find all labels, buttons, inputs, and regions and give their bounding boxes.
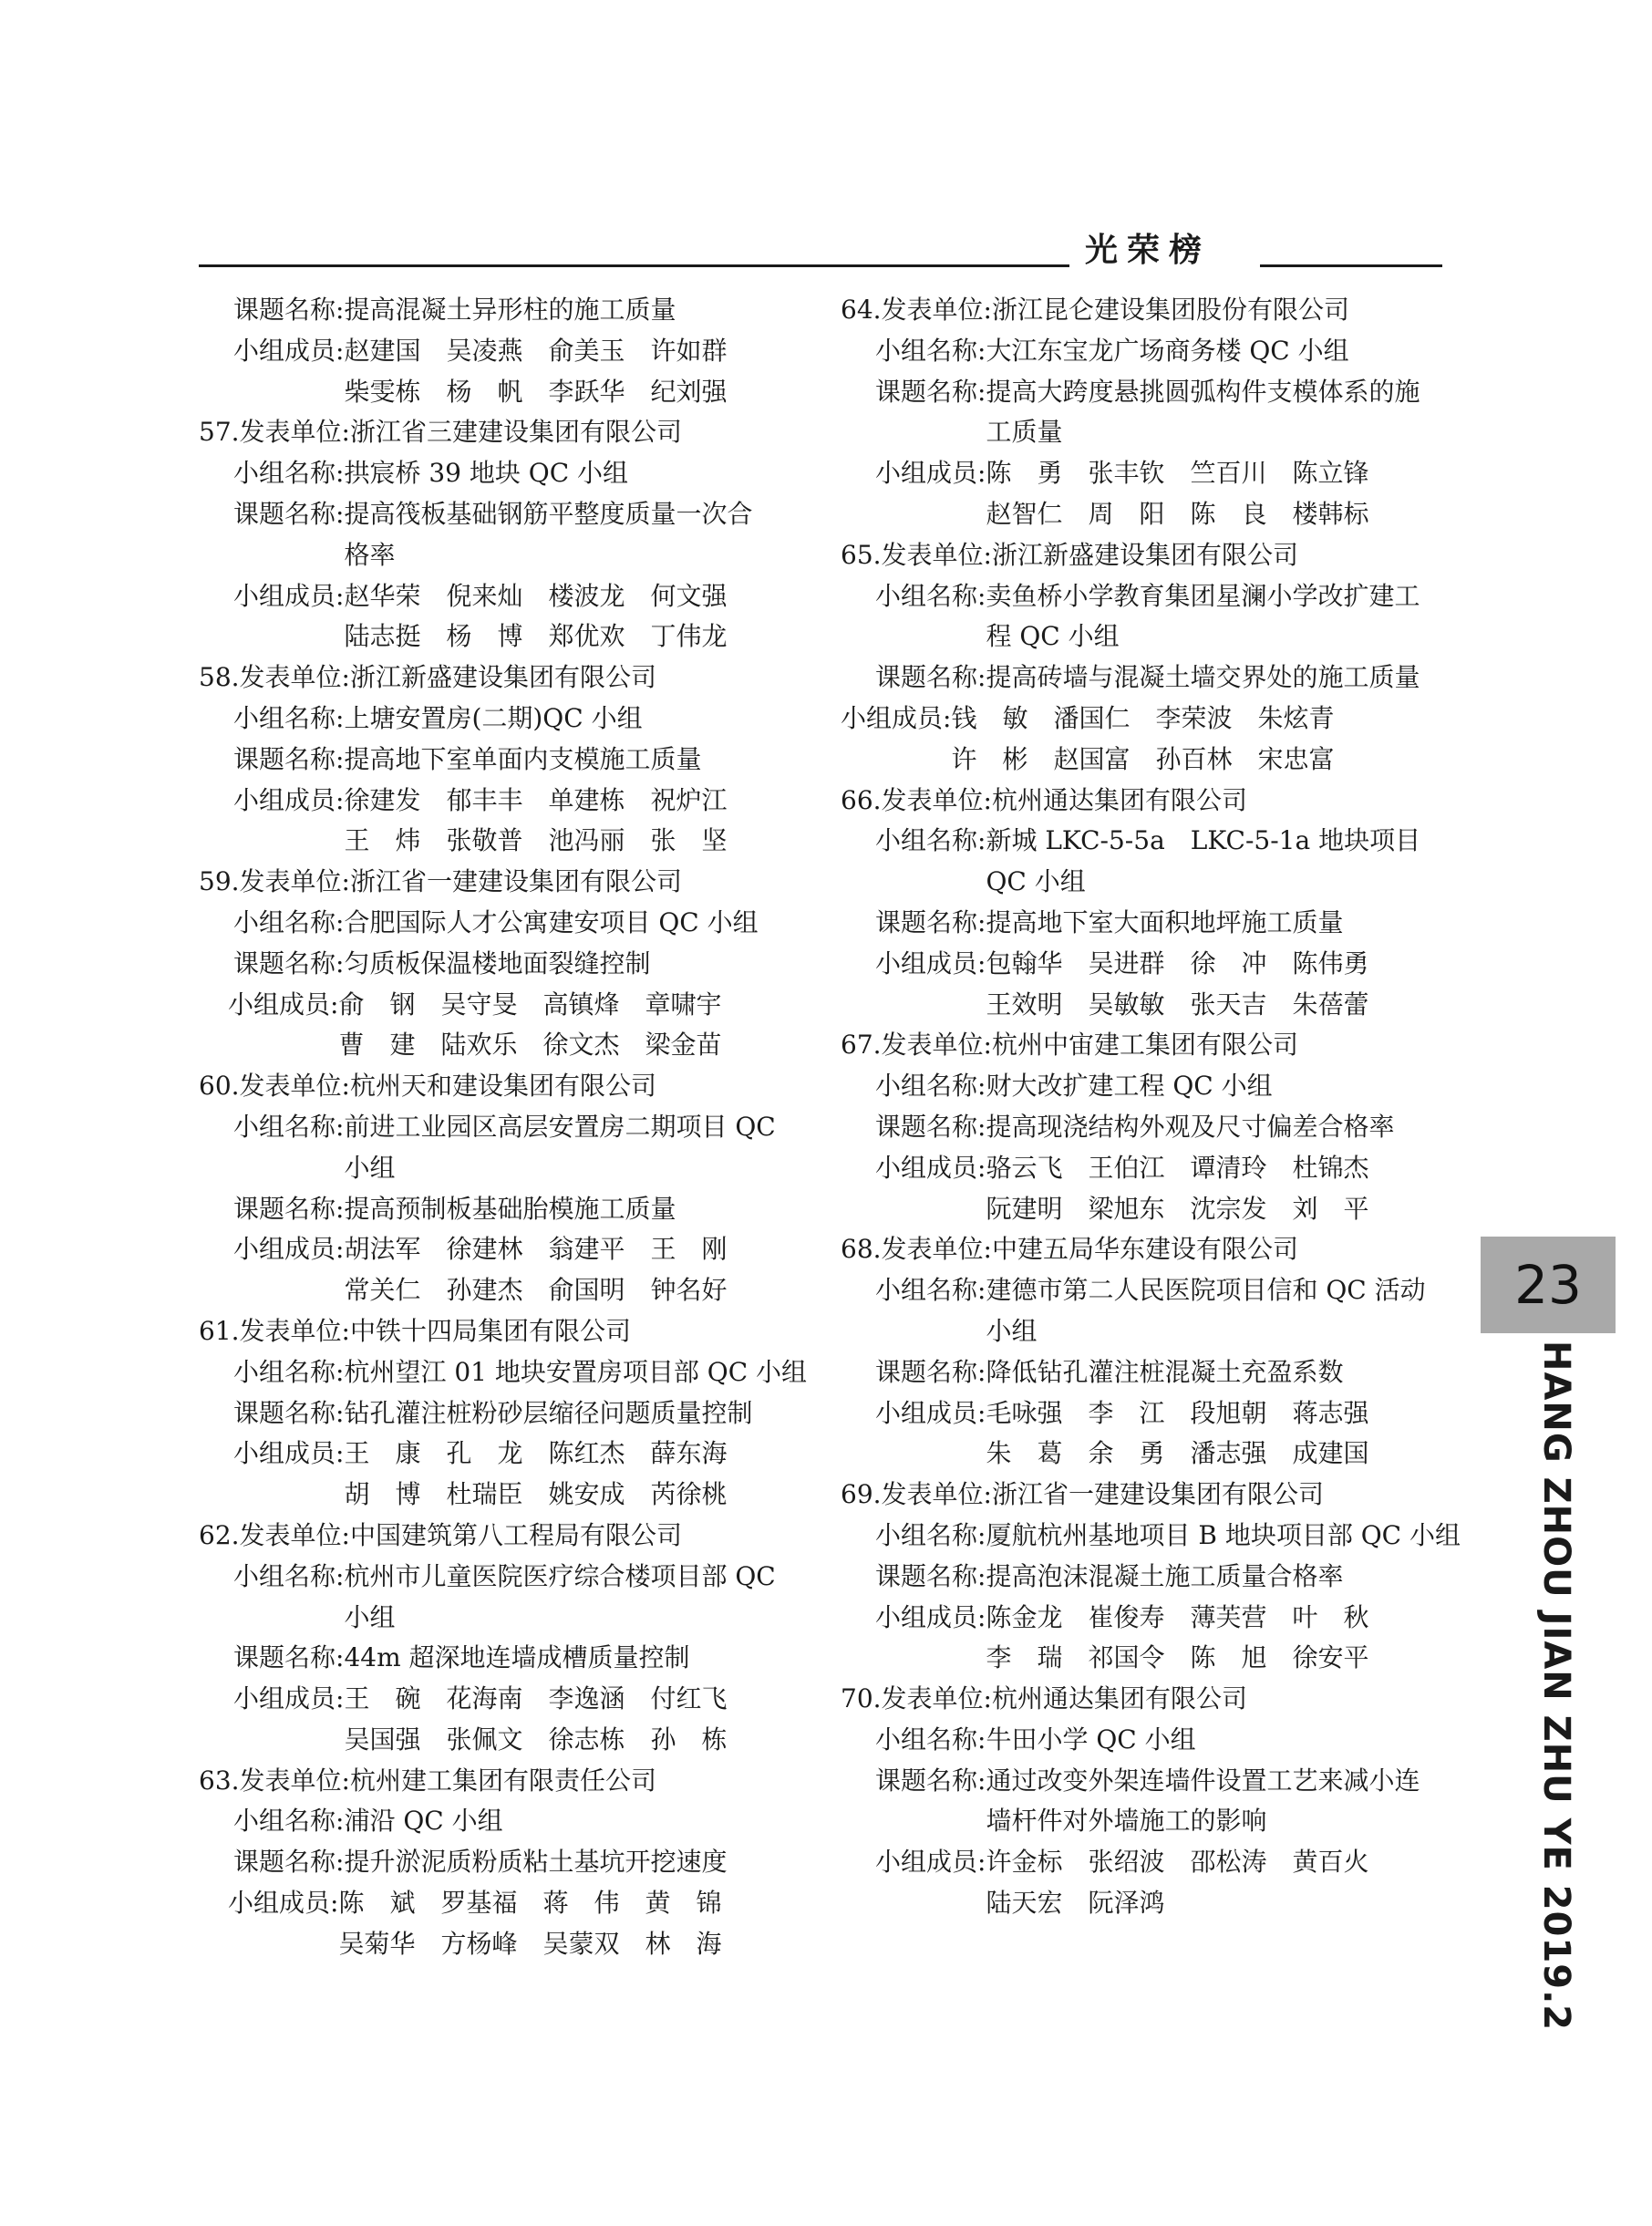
entry-label: 课题名称:: [233, 947, 345, 978]
left-column: [199, 290, 892, 1965]
entry-label: 小组名称:: [233, 458, 345, 489]
entry-row: [841, 1475, 1479, 1516]
entry-row: [841, 1516, 1479, 1557]
entry-label: 课题名称:: [875, 376, 986, 407]
entry-row: [199, 1352, 892, 1393]
entry-value: 胡法军 徐建林 翁建平 王 刚 常关仁 孙建杰 俞国明 钟名好: [344, 1234, 728, 1306]
entry-value: 中铁十四局集团有限公司: [349, 1315, 631, 1346]
entry-row: [841, 1598, 1479, 1680]
header-rule-left: [199, 264, 1069, 267]
entry-label: 小组成员:: [875, 1397, 986, 1428]
entry-label: 课题名称:: [233, 1642, 345, 1673]
page-number-box: [1481, 1237, 1616, 1333]
entry-label: 小组名称:: [233, 906, 345, 937]
entry-value: 包翰华 吴进群 徐 冲 陈伟勇 王效明 吴敏敏 张天吉 朱蓓蕾: [986, 947, 1369, 1020]
entry-row: [199, 576, 892, 658]
entry-label: 57.发表单位:: [199, 417, 350, 448]
entry-value: 钱 敏 潘国仁 李荣波 朱炫青 许 彬 赵国富 孙百林 宋忠富: [951, 702, 1335, 774]
entry-label: 65.发表单位:: [841, 539, 992, 570]
entry-row: [841, 576, 1479, 658]
entry-row: [199, 1229, 892, 1311]
entry-row: [199, 1393, 892, 1434]
entry-value: 拱宸桥 39 地块 QC 小组: [344, 458, 629, 489]
entry-row: [841, 903, 1479, 944]
entry-label: 小组成员:: [233, 784, 345, 815]
entry-value: 通过改变外架连墙件设置工艺来减小连 墙杆件对外墙施工的影响: [986, 1765, 1420, 1837]
entry-label: 62.发表单位:: [199, 1519, 350, 1550]
entry-value: 匀质板保温楼地面裂缝控制: [344, 947, 651, 978]
entry-label: 69.发表单位:: [841, 1479, 992, 1510]
entry-row: [841, 1270, 1479, 1352]
entry-row: [199, 862, 892, 903]
entry-label: 小组名称:: [233, 1560, 345, 1591]
entry-label: 小组成员:: [228, 1888, 339, 1919]
entry-row: [199, 331, 892, 413]
entry-row: [841, 1720, 1479, 1761]
entry-row: [199, 944, 892, 985]
entry-value: 提高地下室单面内支模施工质量: [344, 743, 702, 774]
entry-label: 小组成员:: [875, 1152, 986, 1183]
entry-row: [199, 1311, 892, 1352]
entry-label: 课题名称:: [233, 1193, 345, 1224]
entry-label: 70.发表单位:: [841, 1683, 992, 1714]
entry-value: 王 碗 花海南 李逸涵 付红飞 吴国强 张佩文 徐志栋 孙 栋: [344, 1683, 728, 1755]
entry-label: 小组成员:: [233, 335, 345, 366]
entry-value: 浙江新盛建设集团有限公司: [349, 662, 656, 693]
entry-row: [199, 453, 892, 494]
entry-value: 杭州市儿童医院医疗综合楼项目部 QC 小组: [344, 1560, 776, 1632]
entry-value: 建德市第二人民医院项目信和 QC 活动 小组: [986, 1275, 1426, 1346]
entry-label: 64.发表单位:: [841, 295, 992, 325]
entry-row: [199, 1679, 892, 1761]
entry-label: 课题名称:: [233, 743, 345, 774]
entry-label: 课题名称:: [875, 662, 986, 693]
entry-label: 小组名称:: [233, 1356, 345, 1387]
entry-label: 课题名称:: [875, 1356, 986, 1387]
entry-row: [199, 1883, 892, 1965]
entry-value: 赵建国 吴凌燕 俞美玉 许如群 柴雯栋 杨 帆 李跃华 纪刘强: [344, 335, 728, 407]
entry-row: [841, 1025, 1479, 1066]
entry-row: [199, 1761, 892, 1802]
entry-value: 许金标 张绍波 邵松涛 黄百火 陆天宏 阮泽鸿: [986, 1847, 1369, 1919]
entry-value: 提高现浇结构外观及尺寸偏差合格率: [986, 1111, 1395, 1142]
entry-label: 课题名称:: [233, 1847, 345, 1878]
entry-label: 课题名称:: [875, 1111, 986, 1142]
right-column: [841, 290, 1479, 1924]
entry-row: [841, 1393, 1479, 1475]
entry-label: 小组名称:: [233, 1111, 345, 1142]
entry-value: 毛咏强 李 江 段旭朝 蒋志强 朱 葛 余 勇 潘志强 成建国: [986, 1397, 1369, 1469]
entry-value: 降低钻孔灌注桩混凝土充盈系数: [986, 1356, 1344, 1387]
entry-label: 66.发表单位:: [841, 784, 992, 815]
entry-row: [841, 1148, 1479, 1230]
entry-value: 提高砖墙与混凝土墙交界处的施工质量: [986, 662, 1420, 693]
entry-value: 提高预制板基础胎模施工质量: [344, 1193, 676, 1224]
entry-value: 提高大跨度悬挑圆弧构件支模体系的施 工质量: [986, 376, 1420, 448]
entry-label: 小组成员:: [875, 458, 986, 489]
entry-row: [199, 985, 892, 1067]
entry-row: [841, 290, 1479, 331]
entry-label: 课题名称:: [233, 295, 345, 325]
entry-value: 44m 超深地连墙成槽质量控制: [344, 1642, 690, 1673]
entry-row: [841, 1352, 1479, 1393]
entry-value: 杭州望江 01 地块安置房项目部 QC 小组: [344, 1356, 808, 1387]
entry-row: [841, 535, 1479, 576]
entry-row: [841, 657, 1479, 699]
entry-value: 赵华荣 倪来灿 楼波龙 何文强 陆志挺 杨 博 郑优欢 丁伟龙: [344, 580, 728, 652]
page-number: 23: [1514, 1254, 1582, 1316]
entry-value: 浦沿 QC 小组: [344, 1806, 503, 1837]
entry-label: 小组成员:: [228, 989, 339, 1020]
entry-row: [841, 1842, 1479, 1924]
entry-row: [199, 1801, 892, 1842]
entry-row: [841, 372, 1479, 454]
entry-label: 小组名称:: [233, 702, 345, 733]
entry-value: 杭州通达集团有限公司: [991, 1683, 1247, 1714]
entry-row: [841, 699, 1479, 781]
entry-value: 上塘安置房(二期)QC 小组: [344, 702, 643, 733]
entry-label: 小组成员:: [841, 702, 952, 733]
entry-row: [199, 1066, 892, 1107]
entry-label: 课题名称:: [875, 1560, 986, 1591]
entry-label: 课题名称:: [233, 498, 345, 529]
entry-value: 浙江省一建建设集团有限公司: [349, 866, 682, 897]
entry-value: 浙江昆仑建设集团股份有限公司: [991, 295, 1349, 325]
entry-value: 陈金龙 崔俊寿 薄芙营 叶 秋 李 瑞 祁国令 陈 旭 徐安平: [986, 1601, 1369, 1673]
entry-value: 提高混凝土异形柱的施工质量: [344, 295, 676, 325]
entry-value: 徐建发 郁丰丰 单建栋 祝炉江 王 炜 张敬普 池冯丽 张 坚: [344, 784, 728, 856]
entry-label: 小组名称:: [875, 1071, 986, 1102]
entry-value: 新城 LKC-5-5a LKC-5-1a 地块项目 QC 小组: [986, 825, 1421, 897]
entry-label: 59.发表单位:: [199, 866, 350, 897]
entry-label: 课题名称:: [875, 1765, 986, 1796]
entry-row: [841, 1761, 1479, 1843]
entry-row: [199, 494, 892, 576]
entry-row: [199, 1434, 892, 1516]
entry-row: [199, 781, 892, 863]
entry-row: [841, 781, 1479, 822]
header-rule-right: [1260, 264, 1442, 267]
entry-row: [199, 699, 892, 740]
entry-label: 课题名称:: [875, 906, 986, 937]
entry-row: [199, 1557, 892, 1639]
section-title: 光荣榜: [1085, 232, 1212, 269]
entry-label: 小组名称:: [875, 1275, 986, 1306]
entry-row: [841, 1557, 1479, 1598]
entry-label: 小组成员:: [875, 947, 986, 978]
entry-value: 骆云飞 王伯江 谭清玲 杜锦杰 阮建明 梁旭东 沈宗发 刘 平: [986, 1152, 1369, 1224]
entry-label: 58.发表单位:: [199, 662, 350, 693]
entry-row: [841, 1229, 1479, 1270]
entry-label: 小组名称:: [875, 335, 986, 366]
entry-value: 财大改扩建工程 QC 小组: [986, 1071, 1273, 1102]
entry-label: 67.发表单位:: [841, 1030, 992, 1061]
entry-value: 前进工业园区高层安置房二期项目 QC 小组: [344, 1111, 776, 1183]
entry-label: 小组名称:: [875, 580, 986, 611]
entry-value: 王 康 孔 龙 陈红杰 薛东海 胡 博 杜瑞臣 姚安成 芮徐桃: [344, 1438, 728, 1510]
entry-value: 厦航杭州基地项目 B 地块项目部 QC 小组: [986, 1519, 1461, 1550]
entry-row: [199, 412, 892, 453]
entry-label: 小组名称:: [875, 825, 986, 856]
entry-row: [841, 821, 1479, 903]
entry-value: 中国建筑第八工程局有限公司: [349, 1519, 682, 1550]
entry-row: [841, 944, 1479, 1026]
entry-value: 卖鱼桥小学教育集团星澜小学改扩建工 程 QC 小组: [986, 580, 1420, 652]
entry-row: [199, 657, 892, 699]
entry-value: 大江东宝龙广场商务楼 QC 小组: [986, 335, 1349, 366]
entry-row: [199, 290, 892, 331]
entry-label: 68.发表单位:: [841, 1234, 992, 1265]
entry-value: 浙江新盛建设集团有限公司: [991, 539, 1298, 570]
entry-label: 61.发表单位:: [199, 1315, 350, 1346]
entry-row: [841, 1107, 1479, 1148]
entry-label: 小组名称:: [233, 1806, 345, 1837]
entry-label: 小组名称:: [875, 1519, 986, 1550]
entry-label: 小组成员:: [875, 1847, 986, 1878]
entry-row: [841, 453, 1479, 535]
journal-spine-label: HANG ZHOU JIAN ZHU YE 2019.2: [1535, 1341, 1577, 2032]
entry-row: [841, 331, 1479, 372]
entry-value: 杭州天和建设集团有限公司: [349, 1071, 656, 1102]
entry-value: 提高地下室大面积地坪施工质量: [986, 906, 1344, 937]
entry-row: [841, 1066, 1479, 1107]
entry-row: [199, 740, 892, 781]
entry-label: 小组成员:: [233, 1234, 345, 1265]
entry-value: 牛田小学 QC 小组: [986, 1724, 1196, 1755]
entry-value: 提高筏板基础钢筋平整度质量一次合 格率: [344, 498, 753, 570]
entry-label: 小组成员:: [875, 1601, 986, 1632]
entry-value: 中建五局华东建设有限公司: [991, 1234, 1298, 1265]
entry-row: [199, 1842, 892, 1883]
entry-label: 课题名称:: [233, 1397, 345, 1428]
entry-label: 60.发表单位:: [199, 1071, 350, 1102]
entry-label: 小组成员:: [233, 580, 345, 611]
entry-label: 小组成员:: [233, 1683, 345, 1714]
entry-value: 钻孔灌注桩粉砂层缩径问题质量控制: [344, 1397, 753, 1428]
entry-value: 浙江省一建建设集团有限公司: [991, 1479, 1324, 1510]
entry-label: 小组名称:: [875, 1724, 986, 1755]
entry-value: 杭州建工集团有限责任公司: [349, 1765, 656, 1796]
entry-label: 小组成员:: [233, 1438, 345, 1469]
entry-value: 提升淤泥质粉质粘土基坑开挖速度: [344, 1847, 728, 1878]
entry-row: [199, 903, 892, 944]
entry-row: [841, 1679, 1479, 1720]
entry-row: [199, 1107, 892, 1189]
entry-row: [199, 1189, 892, 1230]
entry-value: 浙江省三建建设集团有限公司: [349, 417, 682, 448]
entry-value: 提高泡沫混凝土施工质量合格率: [986, 1560, 1344, 1591]
entry-value: 陈 斌 罗基福 蒋 伟 黄 锦 吴菊华 方杨峰 吴蒙双 林 海: [338, 1888, 722, 1959]
entry-row: [199, 1516, 892, 1557]
entry-row: [199, 1638, 892, 1679]
entry-value: 合肥国际人才公寓建安项目 QC 小组: [344, 906, 759, 937]
entry-value: 陈 勇 张丰钦 竺百川 陈立锋 赵智仁 周 阳 陈 良 楼韩标: [986, 458, 1369, 529]
entry-value: 杭州中宙建工集团有限公司: [991, 1030, 1298, 1061]
entry-value: 杭州通达集团有限公司: [991, 784, 1247, 815]
entry-value: 俞 钢 吴守旻 高镇烽 章啸宇 曹 建 陆欢乐 徐文杰 梁金苗: [338, 989, 722, 1061]
entry-label: 63.发表单位:: [199, 1765, 350, 1796]
